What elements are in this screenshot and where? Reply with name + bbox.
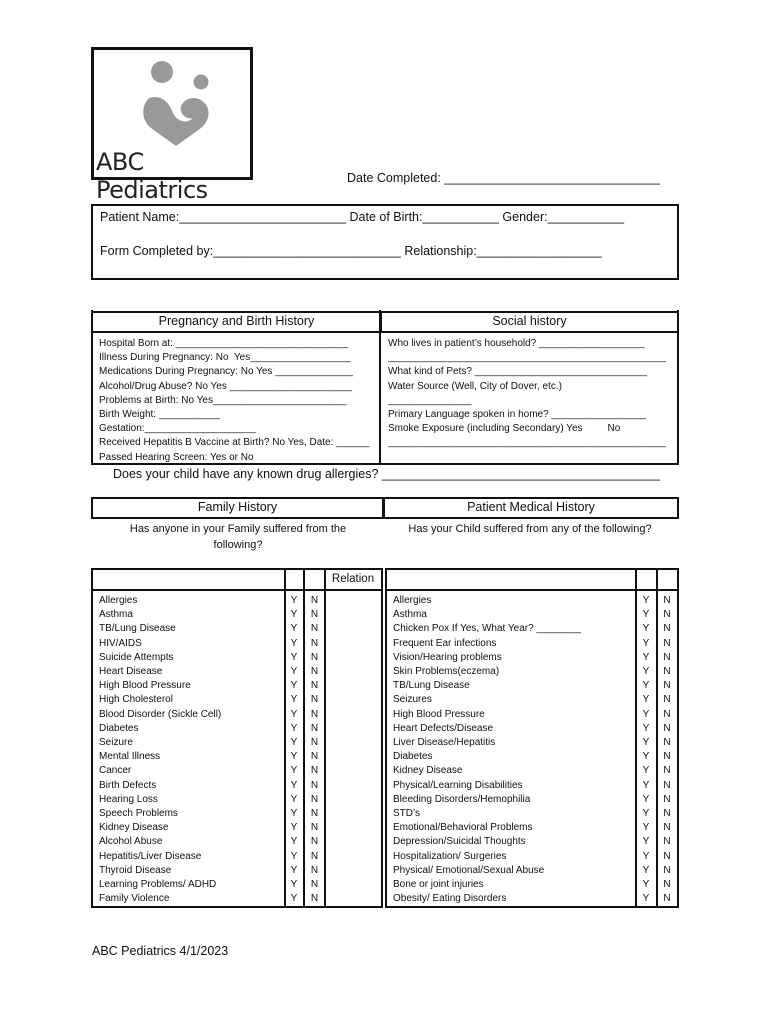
pregnancy-line: Medications During Pregnancy: No Yes ______________: [99, 366, 354, 378]
yes-option[interactable]: Y: [290, 680, 298, 692]
yes-option[interactable]: Y: [290, 793, 298, 805]
no-option[interactable]: N: [663, 822, 671, 834]
medical-item: Diabetes: [393, 751, 433, 763]
medical-header: Patient Medical History: [383, 497, 679, 519]
family-item: Suicide Attempts: [99, 651, 174, 663]
social-lines[interactable]: [388, 337, 666, 451]
no-option[interactable]: N: [310, 893, 319, 905]
no-option[interactable]: N: [310, 822, 319, 834]
pregnancy-line: Birth Weight: ___________: [99, 409, 221, 421]
pregnancy-line: Gestation:____________________: [99, 423, 256, 435]
family-item: Mental Illness: [99, 751, 161, 763]
family-item: TB/Lung Disease: [99, 623, 176, 635]
no-option[interactable]: N: [310, 666, 319, 678]
yes-option[interactable]: Y: [642, 680, 650, 692]
family-yes-column[interactable]: [285, 594, 303, 906]
yes-option[interactable]: Y: [642, 637, 650, 649]
no-option[interactable]: N: [663, 836, 671, 848]
no-option[interactable]: N: [663, 609, 671, 621]
family-item: Hearing Loss: [99, 793, 158, 805]
medical-item: Allergies: [393, 595, 432, 606]
family-item: Hepatitis/Liver Disease: [99, 850, 202, 862]
family-table: [91, 568, 383, 908]
no-option[interactable]: N: [663, 864, 671, 876]
family-item: Alcohol Abuse: [99, 836, 163, 848]
drug-allergies-field[interactable]: Does your child have any known drug allergies? ________________________________________: [113, 467, 660, 481]
no-option[interactable]: N: [663, 722, 671, 734]
yes-option[interactable]: Y: [642, 850, 650, 862]
no-option[interactable]: N: [663, 893, 671, 905]
patient-name-line[interactable]: Patient Name:________________________ Date of Birth:___________ Gender:___________: [100, 210, 625, 224]
family-item: Diabetes: [99, 722, 139, 734]
medical-item: Asthma: [393, 609, 427, 621]
no-option[interactable]: N: [663, 680, 671, 692]
medical-item: TB/Lung Disease: [393, 680, 470, 692]
medical-item: Vision/Hearing problems: [393, 651, 502, 663]
family-item: Learning Problems/ ADHD: [99, 879, 217, 891]
family-item: High Blood Pressure: [99, 680, 191, 692]
medical-item: Physical/Learning Disabilities: [393, 779, 523, 791]
yes-option[interactable]: Y: [290, 765, 298, 777]
social-header: Social history: [380, 311, 679, 333]
yes-option[interactable]: Y: [290, 623, 298, 635]
yes-option[interactable]: Y: [290, 595, 298, 606]
relation-header: Relation: [331, 573, 375, 585]
pregnancy-section: [91, 310, 381, 465]
family-item: Cancer: [99, 765, 132, 777]
pregnancy-line: Problems at Birth: No Yes________________________: [99, 394, 347, 406]
yes-option[interactable]: Y: [290, 722, 298, 734]
pregnancy-header: Pregnancy and Birth History: [91, 311, 382, 333]
footer: ABC Pediatrics 4/1/2023: [92, 944, 229, 958]
yes-option[interactable]: Y: [642, 751, 650, 763]
yes-option[interactable]: Y: [642, 879, 650, 891]
no-option[interactable]: N: [310, 793, 319, 805]
family-item: Thyroid Disease: [99, 864, 172, 876]
no-option[interactable]: N: [310, 722, 319, 734]
family-item: Kidney Disease: [99, 822, 169, 834]
pregnancy-line: Passed Hearing Screen: Yes or No: [99, 451, 254, 463]
medical-item: Bleeding Disorders/Hemophilia: [393, 793, 531, 805]
no-option[interactable]: N: [663, 779, 671, 791]
yes-option[interactable]: Y: [642, 708, 650, 720]
yes-option[interactable]: Y: [642, 822, 650, 834]
logo: [91, 47, 253, 204]
medical-item: Frequent Ear infections: [393, 637, 497, 649]
yes-option[interactable]: Y: [642, 808, 650, 820]
yes-option[interactable]: Y: [290, 893, 298, 905]
no-option[interactable]: N: [310, 765, 319, 777]
yes-option[interactable]: Y: [642, 666, 650, 678]
no-option[interactable]: N: [663, 694, 671, 706]
family-item: High Cholesterol: [99, 694, 173, 706]
patient-info-box: [91, 204, 679, 280]
family-item: Birth Defects: [99, 779, 157, 791]
yes-option[interactable]: Y: [290, 637, 298, 649]
no-option[interactable]: N: [310, 751, 319, 763]
medical-item: Chicken Pox If Yes, What Year? ________: [393, 623, 581, 635]
no-option[interactable]: N: [663, 666, 671, 678]
yes-option[interactable]: Y: [642, 722, 650, 734]
medical-item: Physical/ Emotional/Sexual Abuse: [393, 864, 545, 876]
no-option[interactable]: N: [310, 836, 319, 848]
yes-option[interactable]: Y: [290, 708, 298, 720]
family-item: Speech Problems: [99, 808, 178, 820]
yes-option[interactable]: Y: [290, 609, 298, 621]
yes-option[interactable]: Y: [290, 779, 298, 791]
no-option[interactable]: N: [663, 793, 671, 805]
yes-option[interactable]: Y: [642, 836, 650, 848]
yes-option[interactable]: Y: [642, 609, 650, 621]
yes-option[interactable]: Y: [290, 751, 298, 763]
family-item: Blood Disorder (Sickle Cell): [99, 708, 222, 720]
medical-item: High Blood Pressure: [393, 708, 485, 720]
medical-item: Bone or joint injuries: [393, 879, 484, 891]
yes-option[interactable]: Y: [642, 623, 650, 635]
no-option[interactable]: N: [310, 808, 319, 820]
no-option[interactable]: N: [663, 623, 671, 635]
yes-option[interactable]: Y: [642, 595, 650, 606]
no-option[interactable]: N: [663, 850, 671, 862]
yes-option[interactable]: Y: [290, 864, 298, 876]
medical-item: Emotional/Behavioral Problems: [393, 822, 533, 834]
yes-option[interactable]: Y: [642, 779, 650, 791]
no-option[interactable]: N: [663, 737, 671, 749]
medical-question: Has your Child suffered from any of the following?: [408, 523, 652, 535]
yes-option[interactable]: Y: [290, 694, 298, 706]
pregnancy-line: Illness During Pregnancy: No Yes__________________: [99, 352, 351, 364]
yes-option[interactable]: Y: [642, 694, 650, 706]
pregnancy-lines[interactable]: [99, 337, 370, 465]
social-line: _______________: [388, 394, 472, 406]
medical-item: Depression/Suicidal Thoughts: [393, 836, 526, 848]
family-header: Family History: [91, 497, 384, 519]
yes-option[interactable]: Y: [642, 793, 650, 805]
yes-option[interactable]: Y: [642, 651, 650, 663]
no-option[interactable]: N: [310, 623, 319, 635]
medical-item: Kidney Disease: [393, 765, 463, 777]
medical-item: Seizures: [393, 694, 432, 706]
no-option[interactable]: N: [663, 708, 671, 720]
yes-option[interactable]: Y: [290, 651, 298, 663]
yes-option[interactable]: Y: [290, 737, 298, 749]
yes-option[interactable]: Y: [290, 836, 298, 848]
pregnancy-line: Hospital Born at: _______________________________: [99, 338, 349, 349]
medical-yes-column[interactable]: [636, 594, 656, 906]
date-completed-field[interactable]: Date Completed: _______________________________: [347, 171, 660, 185]
medical-item: Obesity/ Eating Disorders: [393, 893, 507, 905]
logo-text: ABC Pediatrics: [96, 148, 208, 204]
no-option[interactable]: N: [663, 751, 671, 763]
medical-no-column[interactable]: [657, 594, 677, 906]
medical-item: Heart Defects/Disease: [393, 722, 494, 734]
no-option[interactable]: N: [310, 637, 319, 649]
no-option[interactable]: N: [310, 850, 319, 862]
social-line: __________________________________________________: [388, 437, 667, 449]
social-line: Smoke Exposure (including Secondary) Yes No: [388, 423, 621, 435]
social-line: What kind of Pets? _______________________________: [388, 366, 648, 378]
no-option[interactable]: N: [663, 879, 671, 891]
no-option[interactable]: N: [310, 737, 319, 749]
no-option[interactable]: N: [663, 765, 671, 777]
yes-option[interactable]: Y: [642, 893, 650, 905]
family-item: Heart Disease: [99, 666, 163, 678]
yes-option[interactable]: Y: [642, 864, 650, 876]
family-item: Allergies: [99, 595, 138, 606]
social-line: __________________________________________________: [388, 352, 667, 364]
family-items: [99, 594, 221, 906]
no-option[interactable]: N: [663, 595, 671, 606]
no-option[interactable]: N: [310, 680, 319, 692]
social-line: Primary Language spoken in home? _________________: [388, 409, 646, 421]
no-option[interactable]: N: [310, 595, 319, 606]
no-option[interactable]: N: [663, 637, 671, 649]
yes-option[interactable]: Y: [290, 879, 298, 891]
no-option[interactable]: N: [310, 694, 319, 706]
family-item: Asthma: [99, 609, 133, 621]
no-option[interactable]: N: [310, 609, 319, 621]
yes-option[interactable]: Y: [290, 822, 298, 834]
no-option[interactable]: N: [310, 651, 319, 663]
family-no-column[interactable]: [305, 594, 324, 906]
family-item: Family Violence: [99, 893, 170, 905]
no-option[interactable]: N: [310, 708, 319, 720]
medical-items: [393, 594, 581, 906]
social-line: Who lives in patient’s household? ___________________: [388, 338, 645, 349]
pregnancy-line: Received Hepatitis B Vaccine at Birth? No Yes, Date: ______: [99, 437, 370, 449]
no-option[interactable]: N: [310, 879, 319, 891]
no-option[interactable]: N: [310, 864, 319, 876]
yes-option[interactable]: Y: [642, 765, 650, 777]
medical-item: Skin Problems(eczema): [393, 666, 500, 678]
social-line: Water Source (Well, City of Dover, etc.): [388, 380, 562, 392]
pregnancy-line: Alcohol/Drug Abuse? No Yes ______________________: [99, 380, 352, 392]
social-section: [381, 310, 679, 465]
medical-table: [385, 568, 679, 908]
yes-option[interactable]: Y: [290, 808, 298, 820]
medical-item: Hospitalization/ Surgeries: [393, 850, 507, 862]
medical-item: STD’s: [393, 808, 421, 820]
yes-option[interactable]: Y: [290, 666, 298, 678]
family-question: Has anyone in your Family suffered from the following?: [129, 523, 347, 551]
no-option[interactable]: N: [663, 651, 671, 663]
no-option[interactable]: N: [663, 808, 671, 820]
family-heart-icon: [139, 58, 229, 153]
form-completed-line[interactable]: Form Completed by:___________________________ Relationship:__________________: [100, 244, 602, 258]
yes-option[interactable]: Y: [642, 737, 650, 749]
no-option[interactable]: N: [310, 779, 319, 791]
medical-item: Liver Disease/Hepatitis: [393, 737, 496, 749]
family-item: Seizure: [99, 737, 133, 749]
family-item: HIV/AIDS: [99, 637, 142, 649]
yes-option[interactable]: Y: [290, 850, 298, 862]
